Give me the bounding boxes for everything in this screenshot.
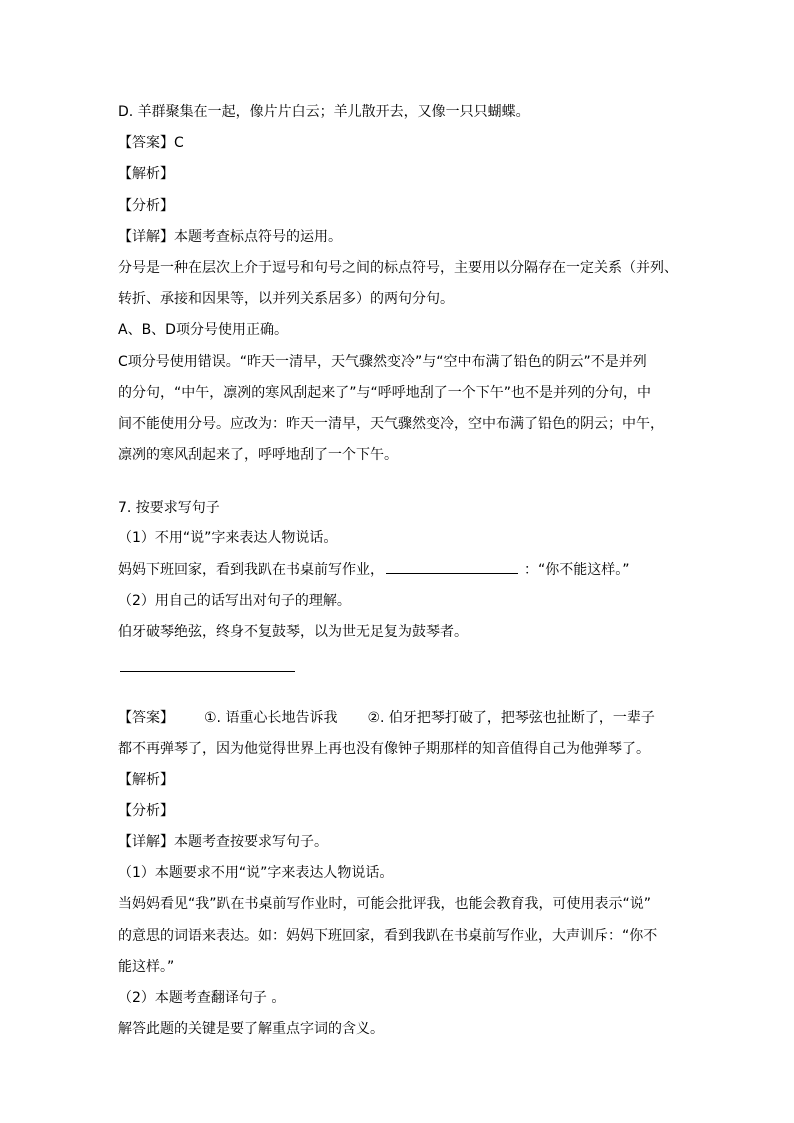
answer-2-cont: 都不再弹琴了，因为他觉得世界上再也没有像钟子期那样的知音值得自己为他弹琴了。 bbox=[118, 741, 650, 757]
answer-2: ②. 伯牙把琴打破了，把琴弦也扯断了，一辈子 bbox=[367, 710, 655, 726]
fenxi-heading: 【分析】 bbox=[118, 198, 174, 214]
paragraph: 间不能使用分号。应改为：昨天一清早，天气骤然变冷，空中布满了铅色的阴云；中午， bbox=[118, 416, 664, 432]
paragraph: A、B、D项分号使用正确。 bbox=[118, 322, 288, 338]
answer-label: 【答案】 bbox=[118, 710, 174, 726]
fenxi-heading: 【分析】 bbox=[118, 803, 174, 819]
question-title: 7. 按要求写句子 bbox=[118, 500, 220, 516]
fill-sentence bbox=[118, 561, 630, 579]
sub-question-2: （2）用自己的话写出对句子的理解。 bbox=[118, 593, 351, 609]
answer: 【答案】C bbox=[118, 135, 184, 151]
paragraph: 当妈妈看见“我”趴在书桌前写作业时，可能会批评我，也能会教育我，可使用表示“说” bbox=[118, 896, 652, 912]
answer-1: ①. 语重心长地告诉我 bbox=[204, 710, 338, 726]
paragraph: 能这样。” bbox=[118, 959, 175, 975]
detail-heading: 【详解】本题考查标点符号的运用。 bbox=[118, 229, 342, 245]
sub-question-1: （1）不用“说”字来表达人物说话。 bbox=[118, 530, 338, 546]
detail-heading: 【详解】本题考查按要求写句子。 bbox=[118, 834, 328, 850]
analysis-heading: 【解析】 bbox=[118, 772, 174, 788]
answer-line bbox=[120, 671, 295, 672]
paragraph: 凛冽的寒风刮起来了，呼呼地刮了一个下午。 bbox=[118, 447, 398, 463]
paragraph: （2）本题考查翻译句子 。 bbox=[118, 990, 286, 1006]
answer-row bbox=[118, 709, 655, 727]
sentence-before: 妈妈下班回家，看到我趴在书桌前写作业， bbox=[118, 562, 384, 578]
paragraph: 转折、承接和因果等，以并列关系居多）的两句分句。 bbox=[118, 291, 454, 307]
paragraph: C项分号使用错误。“昨天一清早，天气骤然变冷”与“空中布满了铅色的阴云”不是并列 bbox=[118, 354, 647, 370]
sentence-after: ：“你不能这样。” bbox=[524, 562, 630, 578]
classical-sentence: 伯牙破琴绝弦，终身不复鼓琴，以为世无足复为鼓琴者。 bbox=[118, 624, 468, 640]
option-d: D. 羊群聚集在一起，像片片白云；羊儿散开去，又像一只只蝴蝶。 bbox=[118, 104, 530, 120]
paragraph: 解答此题的关键是要了解重点字词的含义。 bbox=[118, 1021, 384, 1037]
paragraph: 的分句，“中午，凛冽的寒风刮起来了”与“呼呼地刮了一个下午”也不是并列的分句，中 bbox=[118, 385, 652, 401]
analysis-heading: 【解析】 bbox=[118, 166, 174, 182]
paragraph: （1）本题要求不用“说”字来表达人物说话。 bbox=[118, 865, 394, 881]
paragraph: 分号是一种在层次上介于逗号和句号之间的标点符号，主要用以分隔存在一定关系（并列、 bbox=[118, 260, 678, 276]
answer-blank[interactable] bbox=[386, 561, 518, 574]
paragraph: 的意思的词语来表达。如：妈妈下班回家，看到我趴在书桌前写作业，大声训斥：“你不 bbox=[118, 928, 658, 944]
